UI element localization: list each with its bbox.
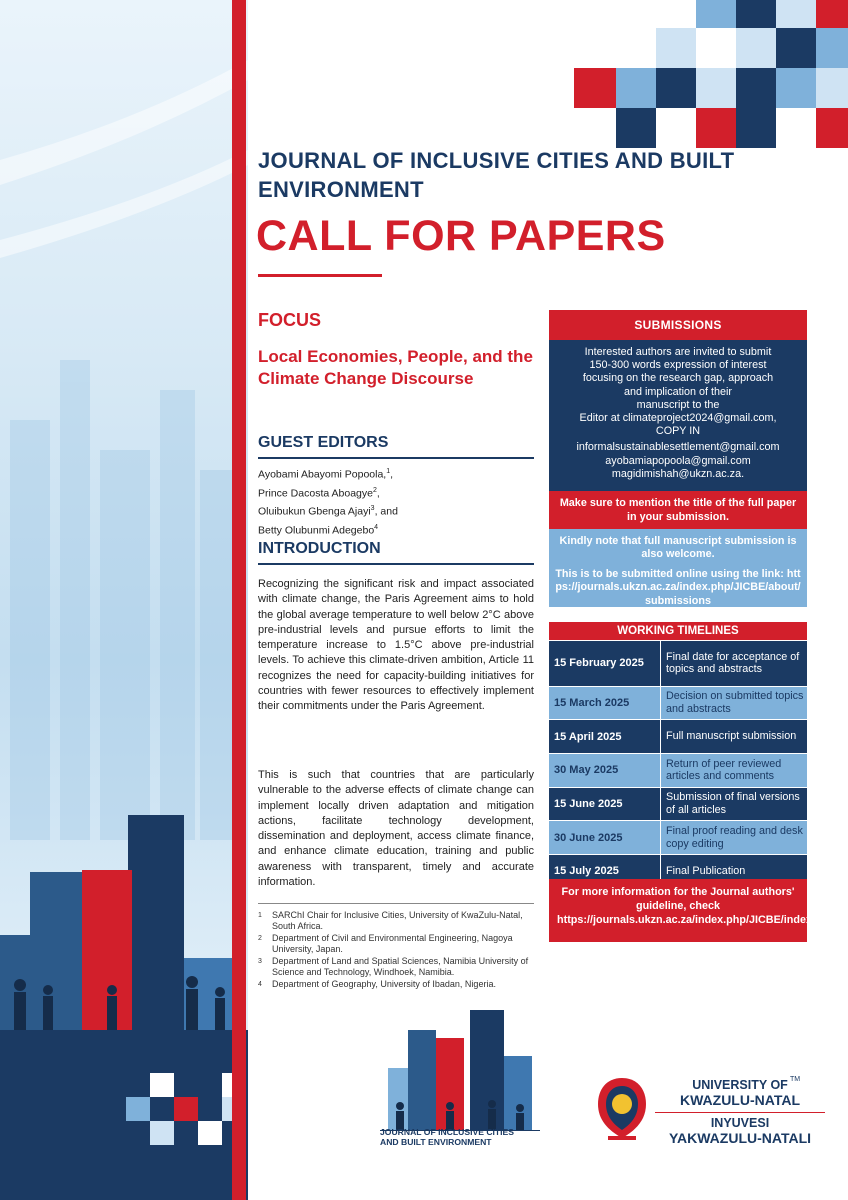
editor-line: Prince Dacosta Aboagye$^2$, (258, 486, 380, 499)
table-row: 30 June 2025 Final proof reading and desk copy editing (549, 820, 807, 854)
journal-logo-text: JOURNAL OF INCLUSIVE CITIES AND BUILT ENVIRONMENT (380, 1127, 515, 1147)
focus-title: Local Economies, People, and the Climate Change Discourse (258, 347, 533, 388)
submissions-body: Interested authors are invited to submit 150-300 words expression of interest focusing on the research gap, approach and implication of their manuscript to the Editor at climateproject2024@gmail.com, COPY IN informalsustainablesettlement@gmail.com ayobamiapopoola@gmail.com magidimishah@ukzn.ac.za. (549, 340, 807, 491)
title-underline (258, 274, 382, 277)
call-for-papers-title: CALL FOR PAPERS (256, 212, 666, 260)
footnote: 2 Department of Civil and Environmental Engineering, Nagoya University, Japan. (258, 933, 513, 954)
submissions-heading: SUBMISSIONS (549, 310, 807, 340)
city-illustration (0, 0, 248, 1200)
introduction-paragraph-2: This is such that countries that are particularly vulnerable to the adverse effects of climate change can implement locally driven adaptation and mitigation actions, facilitate technology development, dissemination and deployment, access climate finance, and enhance climate education, training and public awareness with transparent, timely and accurate information. (258, 769, 534, 889)
editor-line: Oluibukun Gbenga Ajayi$^3$, and (258, 505, 398, 518)
introduction-heading: INTRODUCTION (258, 540, 381, 557)
guest-editors-list (258, 464, 398, 538)
footnote: 1 SARChI Chair for Inclusive Cities, University of KwaZulu-Natal, South Africa. (258, 910, 523, 931)
timeline-table (549, 640, 807, 876)
footnote: 4 Department of Geography, University of Ibadan, Nigeria. (258, 979, 496, 989)
table-row: 15 February 2025 Final date for acceptance of topics and abstracts (549, 640, 807, 686)
trademark: TM (790, 1076, 801, 1083)
journal-title: JOURNAL OF INCLUSIVE CITIES AND BUILT ENVIRONMENT (258, 148, 735, 202)
email-link[interactable]: ayobamiapopoola@gmail.com (605, 454, 751, 467)
footnote: 3 Department of Land and Spatial Sciences, Namibia University of Science and Technology, Windhoek, Namibia. (258, 956, 529, 977)
footnotes (258, 910, 534, 991)
left-city-image (0, 0, 248, 1200)
introduction-paragraph-1: Recognizing the significant risk and impact associated with climate change, the Paris Agreement aims to hold the global average temperature to well below 2°C above pre-industrial levels and pursue efforts to limit the temperature increase to 1.5°C above pre-industrial levels. To achieve this climate-driven ambition, Article 11 recognizes the need for capacity-building initiatives for countries with fewer resources to effectively implement their commitments under the Paris Agreement. (258, 578, 534, 713)
table-row: 15 April 2025 Full manuscript submission (549, 719, 807, 753)
editor-line: Ayobami Abayomi Popoola,$^1$, (258, 468, 394, 481)
table-row: 30 May 2025 Return of peer reviewed articles and comments (549, 753, 807, 787)
ukzn-crest-icon (594, 1074, 650, 1146)
table-row: 15 March 2025 Decision on submitted topics and abstracts (549, 686, 807, 720)
email-link[interactable]: informalsustainablesettlement@gmail.com (576, 441, 780, 454)
email-link[interactable]: magidimishah@ukzn.ac.za. (611, 467, 745, 480)
table-row: 15 June 2025 Submission of final versions of all articles (549, 787, 807, 821)
vertical-red-stripe (232, 0, 246, 1200)
submission-title-notice: Make sure to mention the title of the full paper in your submission. (549, 491, 807, 529)
focus-heading: FOCUS (258, 310, 321, 330)
submission-link[interactable]: This is to be submitted online using the link: https://journals.ukzn.ac.za/index.php/JICBE/about/submissions (555, 567, 801, 607)
top-pixel-mosaic (572, 0, 848, 150)
more-info-box[interactable]: For more information for the Journal authors' guideline, check https://journals.ukzn.ac.za/index.php/JICBE/index (549, 879, 807, 942)
working-timelines-heading: WORKING TIMELINES (549, 622, 807, 640)
editor-line: Betty Olubunmi Adegebo$^4$ (258, 523, 379, 536)
footnote-rule (258, 903, 534, 904)
introduction-rule (258, 563, 534, 565)
guest-editors-heading: GUEST EDITORS (258, 434, 389, 451)
table-row: 15 July 2025 Final Publication (549, 854, 807, 888)
full-manuscript-note: Kindly note that full manuscript submission is also welcome. This is to be submitted online using the link: https://journals.ukzn.ac.za/index.php/JICBE/about/submissions (549, 529, 807, 607)
guest-editors-rule (258, 457, 534, 459)
university-logo-text: UNIVERSITY OF KWAZULU-NATAL INYUVESI YAKWAZULU-NATALI (655, 1078, 825, 1147)
